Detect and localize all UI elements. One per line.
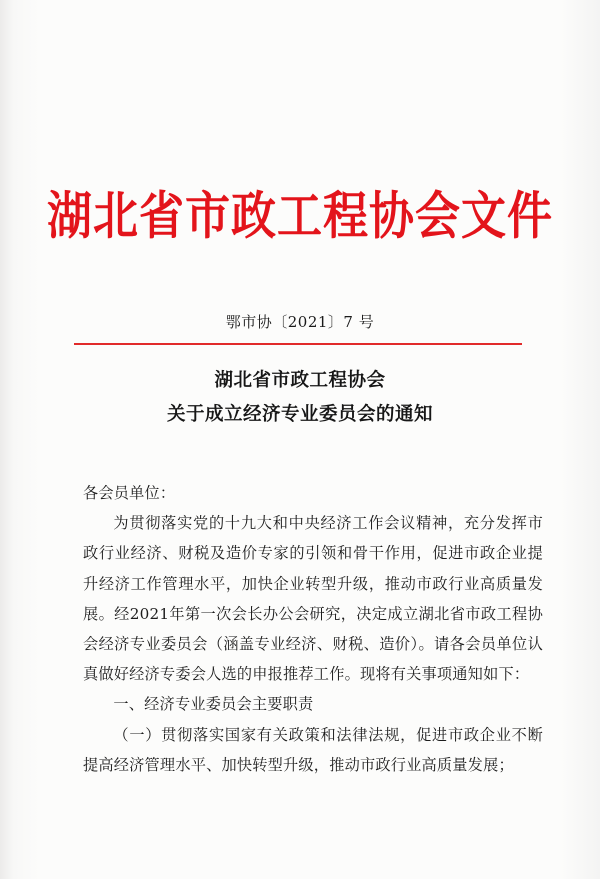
document-title-line2: 关于成立经济专业委员会的通知 [166, 404, 433, 425]
issuer-header: 湖北省市政工程协会文件 [46, 185, 553, 246]
paragraph-1: 为贯彻落实党的十九大和中央经济工作会议精神，充分发挥市政行业经济、财税及造价专家的引领和骨干作用，促进市政企业提升经济工作管理水平，加快企业转型升级，推动市政行业高质量发展。经2021年第一次会长办公会研究，决定成立湖北省市政工程协会经济专业委员会（涵盖专业经济、财税、造价）。请各会员单位认真做好经济专委会人选的申报推荐工作。现将有关事项通知如下： [83, 514, 543, 684]
document-body [83, 478, 543, 780]
section-heading-1: 一、经济专业委员会主要职责 [113, 695, 314, 714]
red-divider-line [74, 343, 522, 345]
document-title-line1: 湖北省市政工程协会 [214, 370, 386, 391]
list-item-1: （一）贯彻落实国家有关政策和法律法规，促进市政企业不断提高经济管理水平、加快转型升级，推动市政行业高质量发展； [83, 725, 543, 774]
document-number: 鄂市协〔2021〕7 号 [225, 313, 375, 331]
salutation: 各会员单位： [83, 484, 176, 502]
